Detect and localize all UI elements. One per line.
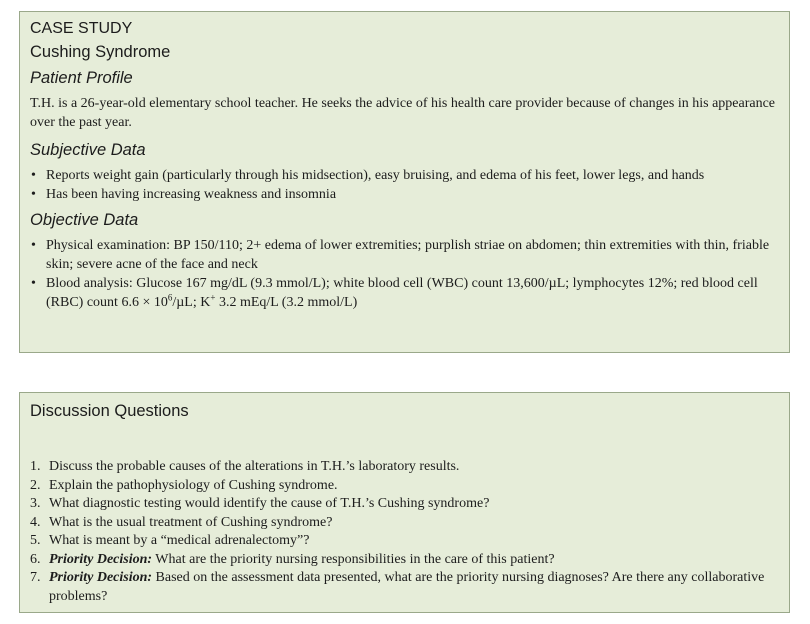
question-item xyxy=(30,514,779,533)
question-text: What is the usual treatment of Cushing syndrome? xyxy=(49,514,333,530)
list-item xyxy=(30,274,779,312)
question-number: 7. xyxy=(30,570,41,585)
question-text: Explain the pathophysiology of Cushing syndrome. xyxy=(49,477,338,493)
objective-item-text xyxy=(46,276,758,310)
list-item xyxy=(30,185,779,204)
objective-item-text: Physical examination: BP 150/110; 2+ edema of lower extremities; purplish striae on abdomen; thin extremities with thin, friable skin; severe acne of the face and neck xyxy=(46,238,770,272)
question-text: Based on the assessment data presented, what are the priority nursing diagnoses? Are there any collaborative problems? xyxy=(49,570,765,604)
subjective-item-text: Has been having increasing weakness and insomnia xyxy=(46,187,337,202)
question-number: 6. xyxy=(30,551,41,567)
subjective-data-heading: Subjective Data xyxy=(30,141,146,159)
subjective-item-text: Reports weight gain (particularly through his midsection), easy bruising, and edema of his feet, lower legs, and hands xyxy=(46,168,705,183)
case-study-title: Cushing Syndrome xyxy=(30,43,171,61)
question-number: 2. xyxy=(30,477,41,493)
bullet-icon: • xyxy=(31,187,36,202)
question-item xyxy=(30,569,779,606)
discussion-heading: Discussion Questions xyxy=(30,402,189,420)
question-number: 1. xyxy=(30,459,41,474)
question-text: Discuss the probable causes of the alterations in T.H.’s laboratory results. xyxy=(49,459,460,474)
question-item xyxy=(30,495,779,514)
question-text: What are the priority nursing responsibilities in the care of this patient? xyxy=(152,551,555,567)
question-item xyxy=(30,551,779,570)
question-item xyxy=(30,532,779,551)
exponent-superscript: 6 xyxy=(167,292,173,303)
priority-decision-label: Priority Decision: xyxy=(49,551,153,567)
question-text: What diagnostic testing would identify the cause of T.H.’s Cushing syndrome? xyxy=(49,496,490,511)
case-study-label: CASE STUDY xyxy=(30,20,133,37)
question-number: 4. xyxy=(30,514,41,530)
bullet-icon: • xyxy=(31,238,36,253)
subjective-data-list xyxy=(30,166,779,204)
question-number: 3. xyxy=(30,496,41,511)
question-text: What is meant by a “medical adrenalectomy”? xyxy=(49,533,310,548)
discussion-question-list xyxy=(30,458,779,606)
patient-profile-heading: Patient Profile xyxy=(30,69,133,87)
blood-analysis-part-1: Blood analysis: Glucose 167 mg/dL (9.3 mmol/L); white blood cell (WBC) count 13,600/µL; lymphocytes 12%; red blood cell (RBC) count 6.6 × 10 xyxy=(46,276,758,310)
question-number: 5. xyxy=(30,533,41,548)
discussion-questions-panel xyxy=(19,392,790,613)
objective-data-heading: Objective Data xyxy=(30,211,139,229)
objective-data-list xyxy=(30,236,779,312)
case-study-panel xyxy=(19,11,790,353)
blood-analysis-part-3: 3.2 mEq/L (3.2 mmol/L) xyxy=(215,295,358,310)
patient-profile-text: T.H. is a 26-year-old elementary school teacher. He seeks the advice of his health care provider because of changes in his appearance over the past year. xyxy=(30,96,776,130)
ion-charge-superscript: + xyxy=(210,292,216,303)
priority-decision-label: Priority Decision: xyxy=(49,570,153,585)
blood-analysis-part-2: /µL; K xyxy=(172,295,211,310)
bullet-icon: • xyxy=(31,168,36,183)
list-item xyxy=(30,236,779,274)
question-item xyxy=(30,458,779,477)
list-item xyxy=(30,166,779,185)
question-item xyxy=(30,477,779,496)
bullet-icon: • xyxy=(31,276,36,291)
